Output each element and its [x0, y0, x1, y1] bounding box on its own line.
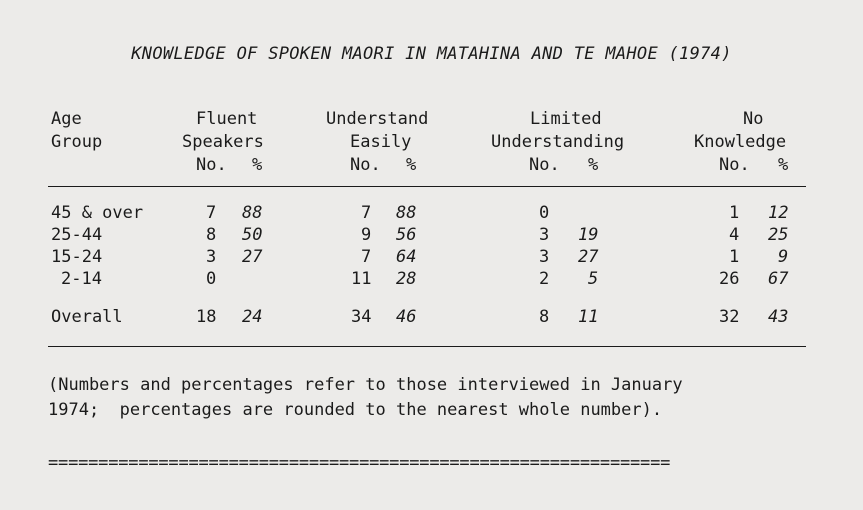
overall-fluent-pct: 24: [242, 307, 263, 327]
row-und-pct: 28: [396, 269, 417, 289]
row-fluent-no: 8: [206, 225, 217, 245]
row-none-no: 1: [729, 247, 740, 267]
header-age-1: Age: [51, 109, 82, 129]
row-lim-no: 3: [539, 225, 550, 245]
header-understand-pct: %: [406, 155, 417, 175]
header-none-pct: %: [778, 155, 789, 175]
row-lim-no: 0: [539, 203, 550, 223]
overall-und-no: 34: [351, 307, 372, 327]
overall-und-pct: 46: [396, 307, 417, 327]
row-age: 15-24: [51, 247, 103, 267]
row-none-pct: 67: [768, 269, 789, 289]
header-rule: [48, 186, 806, 187]
row-lim-pct: 27: [578, 247, 599, 267]
header-none-2: Knowledge: [694, 132, 787, 152]
row-fluent-pct: 27: [242, 247, 263, 267]
overall-none-pct: 43: [768, 307, 789, 327]
row-age: 25-44: [51, 225, 103, 245]
row-none-no: 26: [719, 269, 740, 289]
row-age: 2-14: [61, 269, 102, 289]
row-fluent-pct: 50: [242, 225, 263, 245]
row-und-no: 11: [351, 269, 372, 289]
header-understand-no: No.: [350, 155, 381, 175]
row-und-no: 7: [361, 247, 372, 267]
row-fluent-no: 7: [206, 203, 217, 223]
row-lim-no: 3: [539, 247, 550, 267]
table-bottom-rule: [48, 346, 806, 347]
row-age: 45 & over: [51, 203, 144, 223]
overall-none-no: 32: [719, 307, 740, 327]
overall-fluent-no: 18: [196, 307, 217, 327]
header-understand-2: Easily: [350, 132, 412, 152]
row-und-pct: 88: [396, 203, 417, 223]
header-none-1: No: [743, 109, 764, 129]
row-none-pct: 12: [768, 203, 789, 223]
row-fluent-no: 3: [206, 247, 217, 267]
row-none-pct: 9: [778, 247, 789, 267]
header-fluent-2: Speakers: [182, 132, 264, 152]
row-und-no: 9: [361, 225, 372, 245]
footnote-line-2: 1974; percentages are rounded to the nearest whole number).: [48, 400, 663, 420]
double-rule-divider: ==============================================================: [48, 453, 671, 473]
header-limited-1: Limited: [530, 109, 602, 129]
header-fluent-pct: %: [252, 155, 263, 175]
overall-lim-pct: 11: [578, 307, 599, 327]
footnote-line-1: (Numbers and percentages refer to those interviewed in January: [48, 375, 683, 395]
row-und-no: 7: [361, 203, 372, 223]
row-none-pct: 25: [768, 225, 789, 245]
row-lim-pct: 19: [578, 225, 599, 245]
header-fluent-no: No.: [196, 155, 227, 175]
header-age-2: Group: [51, 132, 103, 152]
header-understand-1: Understand: [326, 109, 429, 129]
row-lim-no: 2: [539, 269, 550, 289]
row-lim-pct: 5: [588, 269, 599, 289]
header-none-no: No.: [719, 155, 750, 175]
row-fluent-pct: 88: [242, 203, 263, 223]
row-fluent-no: 0: [206, 269, 217, 289]
overall-label: Overall: [51, 307, 123, 327]
header-fluent-1: Fluent: [196, 109, 258, 129]
row-none-no: 4: [729, 225, 740, 245]
table-title: KNOWLEDGE OF SPOKEN MAORI IN MATAHINA AND TE MAHOE (1974): [131, 44, 732, 64]
header-limited-2: Understanding: [491, 132, 625, 152]
header-limited-no: No.: [529, 155, 560, 175]
row-und-pct: 64: [396, 247, 417, 267]
header-limited-pct: %: [588, 155, 599, 175]
overall-lim-no: 8: [539, 307, 550, 327]
row-none-no: 1: [729, 203, 740, 223]
row-und-pct: 56: [396, 225, 417, 245]
